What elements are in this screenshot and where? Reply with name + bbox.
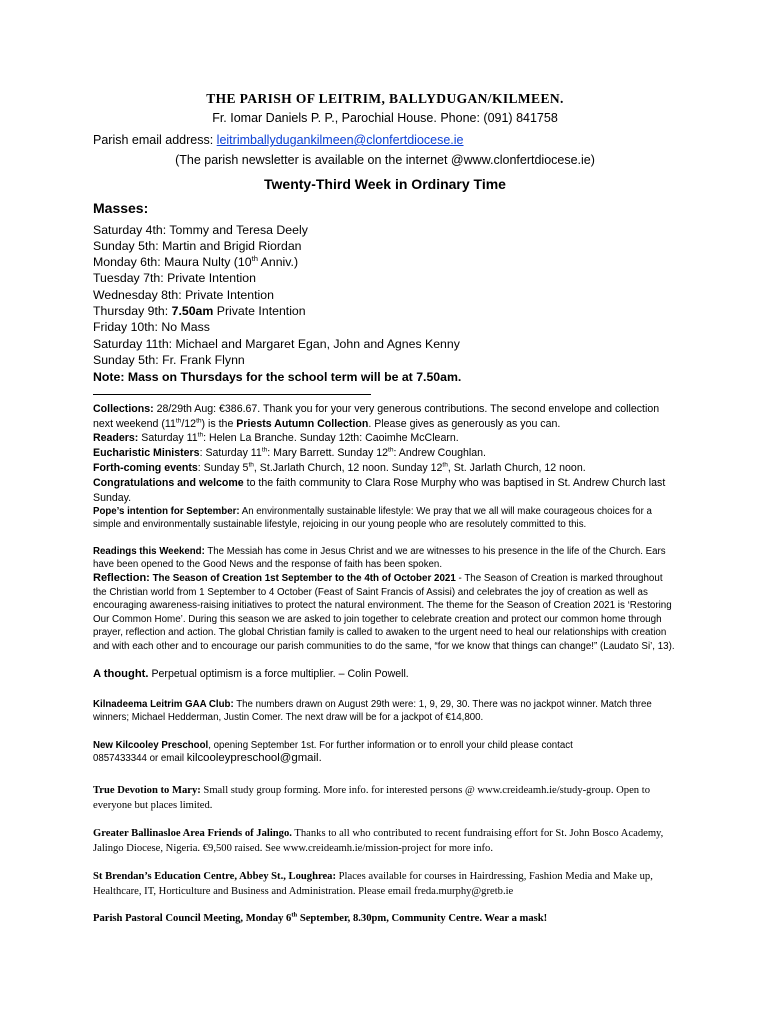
parish-title: THE PARISH OF LEITRIM, BALLYDUGAN/KILMEEN. <box>206 91 564 106</box>
mass-note: Note: Mass on Thursdays for the school term will be at 7.50am. <box>93 370 462 384</box>
reflection-notice: Reflection: The Season of Creation 1st September to the 4th of October 2021 - The Season of Creation is marked throughout the Christian world from 1 September to 4 October (Feast of Saint Francis of Assisi) and celebrates the joy of creation as well as encouraging awareness-raising initiatives to protect the natural environment. The theme for the Season of Creation 2021 is ‘Restoring Our Common Home’. During this season we are asked to join together to celebrate creation and protect our common home through prayer, reflection and action. The global Christian family is called to awaken to the urgent need to heal our relationships with creation and with each other and to encourage our parish communities to do the same, “for we know that things can change!” (Laudato Si’, 13). <box>93 572 675 652</box>
preschool-email: kilcooleypreschool@gmail. <box>186 752 322 765</box>
notice-label: Readers: <box>93 432 142 444</box>
notice-label: Eucharistic Ministers <box>93 447 200 459</box>
devotion-notice: True Devotion to Mary: Small study group forming. More info. for interested persons @ www.creideamh.ie/study-group. Open to everyone but places limited. <box>93 785 650 811</box>
events-notice: Forth-coming events: Sunday 5th, St.Jarlath Church, 12 noon. Sunday 12th, St. Jarlath Church, 12 noon. <box>93 461 586 474</box>
mass-item <box>93 288 274 302</box>
mass-day: Monday 6th: <box>93 255 165 269</box>
notice-label: Greater Ballinasloe Area Friends of Jalingo. <box>93 828 292 839</box>
notice-label: Congratulations and welcome <box>93 477 244 489</box>
mass-intention: Private Intention <box>167 271 256 285</box>
mass-item <box>93 304 306 318</box>
council-meeting-notice: Parish Pastoral Council Meeting, Monday 6th September, 8.30pm, Community Centre. Wear a mask! <box>93 911 548 924</box>
thought-notice: A thought. Perpetual optimism is a force multiplier. – Colin Powell. <box>93 668 409 680</box>
notice-label: Pope’s intention for September: <box>93 506 240 517</box>
preschool-phone: 0857433344 or email <box>93 753 187 765</box>
mass-item <box>93 337 460 351</box>
mass-time: 7.50am <box>171 304 214 318</box>
mass-item <box>93 223 308 237</box>
notice-label: Forth-coming events <box>93 462 198 474</box>
council-text: Parish Pastoral Council Meeting, Monday 6 <box>93 913 292 924</box>
mass-item <box>93 239 302 253</box>
mass-intention: Private Intention <box>185 288 274 302</box>
newsletter-availability: (The parish newsletter is available on the internet @www.clonfertdiocese.ie) <box>175 153 595 167</box>
gaa-club-notice: Kilnadeema Leitrim GAA Club: The numbers drawn on August 29th were: 1, 9, 29, 30. There was no jackpot winner. Match three winners; Michael Hedderman, Justin Comer. The next draw will be for a jackpot of €14,800. <box>93 699 652 724</box>
divider <box>93 394 371 395</box>
mass-intention: Michael and Margaret Egan, John and Agnes Kenny <box>175 337 460 351</box>
mass-intention-suffix: Anniv.) <box>257 255 299 269</box>
superscript: th <box>251 253 258 263</box>
mass-intention: Fr. Frank Flynn <box>162 353 245 367</box>
mass-intention: Private Intention <box>213 304 306 318</box>
preschool-notice: New Kilcooley Preschool, opening September 1st. For further information or to enroll your child please contact 0857433344 or email kilcooleypreschool@gmail. <box>93 740 573 765</box>
notice-label: New Kilcooley Preschool <box>93 740 209 751</box>
email-label: Parish email address: <box>93 133 217 147</box>
readings-notice: Readings this Weekend: The Messiah has come in Jesus Christ and we are witnesses to his presence in the life of the Church. Ears have been opened to the Good News and the response of faith has been spoken. <box>93 546 666 571</box>
collection-name: Priests Autumn Collection <box>236 417 369 430</box>
notice-label: True Devotion to Mary: <box>93 785 201 796</box>
mass-day: Saturday 11th: <box>93 337 176 351</box>
notice-label: Readings this Weekend: <box>93 546 205 557</box>
notice-label: Kilnadeema Leitrim GAA Club: <box>93 699 234 710</box>
notice-label: Collections: <box>93 403 157 415</box>
eucharistic-ministers-notice: Eucharistic Ministers: Saturday 11th: Mary Barrett. Sunday 12th: Andrew Coughlan. <box>93 446 486 459</box>
mass-item <box>93 353 245 367</box>
notice-label: St Brendan’s Education Centre, Abbey St., Loughrea: <box>93 871 337 882</box>
readers-notice: Readers: Saturday 11th: Helen La Branche. Sunday 12th: Caoimhe McClearn. <box>93 431 459 444</box>
mass-intention: Maura Nulty (10 <box>164 255 252 269</box>
reflection-subtitle: The Season of Creation 1st September to the 4th of October 2021 <box>149 573 456 584</box>
mass-item <box>93 271 256 285</box>
notice-label: A thought. <box>93 668 149 680</box>
parish-email-link[interactable]: leitrimballydugankilmeen@clonfertdiocese.ie <box>216 133 464 147</box>
mass-item <box>93 255 298 269</box>
mass-intention: No Mass <box>161 320 210 334</box>
mass-day: Saturday 4th: <box>93 223 170 237</box>
week-title: Twenty-Third Week in Ordinary Time <box>264 176 506 192</box>
parish-email-line <box>93 133 464 147</box>
mass-intention: Tommy and Teresa Deely <box>169 223 308 237</box>
mass-day: Wednesday 8th: <box>93 288 186 302</box>
council-text-end: September, 8.30pm, Community Centre. Wear a mask! <box>297 913 548 924</box>
popes-intention-notice: Pope’s intention for September: An environmentally sustainable lifestyle: We pray that we all will make courageous choices for a simple and environmentally sustainable lifestyle, rejoicing in our young people who are resolutely committed to this. <box>93 506 652 531</box>
jalingo-notice: Greater Ballinasloe Area Friends of Jalingo. Thanks to all who contributed to recent fundraising effort for St. John Bosco Academy, Jalingo Diocese, Nigeria. €9,500 raised. See www.creideamh.ie/mission-project for more info. <box>93 828 664 854</box>
collections-notice: Collections: 28/29th Aug: €386.67. Thank you for your very generous contributions. The second envelope and collection next weekend (11th/12th) is the Priests Autumn Collection. Please gives as generously as you can. <box>93 403 660 430</box>
congratulations-notice: Congratulations and welcome to the faith community to Clara Rose Murphy who was baptised in St. Andrew Church last Sunday. <box>93 477 666 504</box>
priest-contact-line: Fr. Iomar Daniels P. P., Parochial House. Phone: (091) 841758 <box>212 111 558 125</box>
notice-label: Reflection: <box>93 572 150 584</box>
mass-day: Tuesday 7th: <box>93 271 168 285</box>
mass-item <box>93 320 210 334</box>
mass-day: Sunday 5th: <box>93 353 163 367</box>
mass-day: Friday 10th: <box>93 320 162 334</box>
mass-day: Sunday 5th: <box>93 239 163 253</box>
masses-heading: Masses: <box>93 200 149 216</box>
mass-intention: Martin and Brigid Riordan <box>162 239 302 253</box>
mass-day: Thursday 9th: <box>93 304 172 318</box>
education-centre-notice: St Brendan’s Education Centre, Abbey St., Loughrea: Places available for courses in Hairdressing, Fashion Media and Make up, Healthcare, IT, Horticulture and Business and Administration. Please email freda.murphy@gretb.ie <box>93 871 653 897</box>
